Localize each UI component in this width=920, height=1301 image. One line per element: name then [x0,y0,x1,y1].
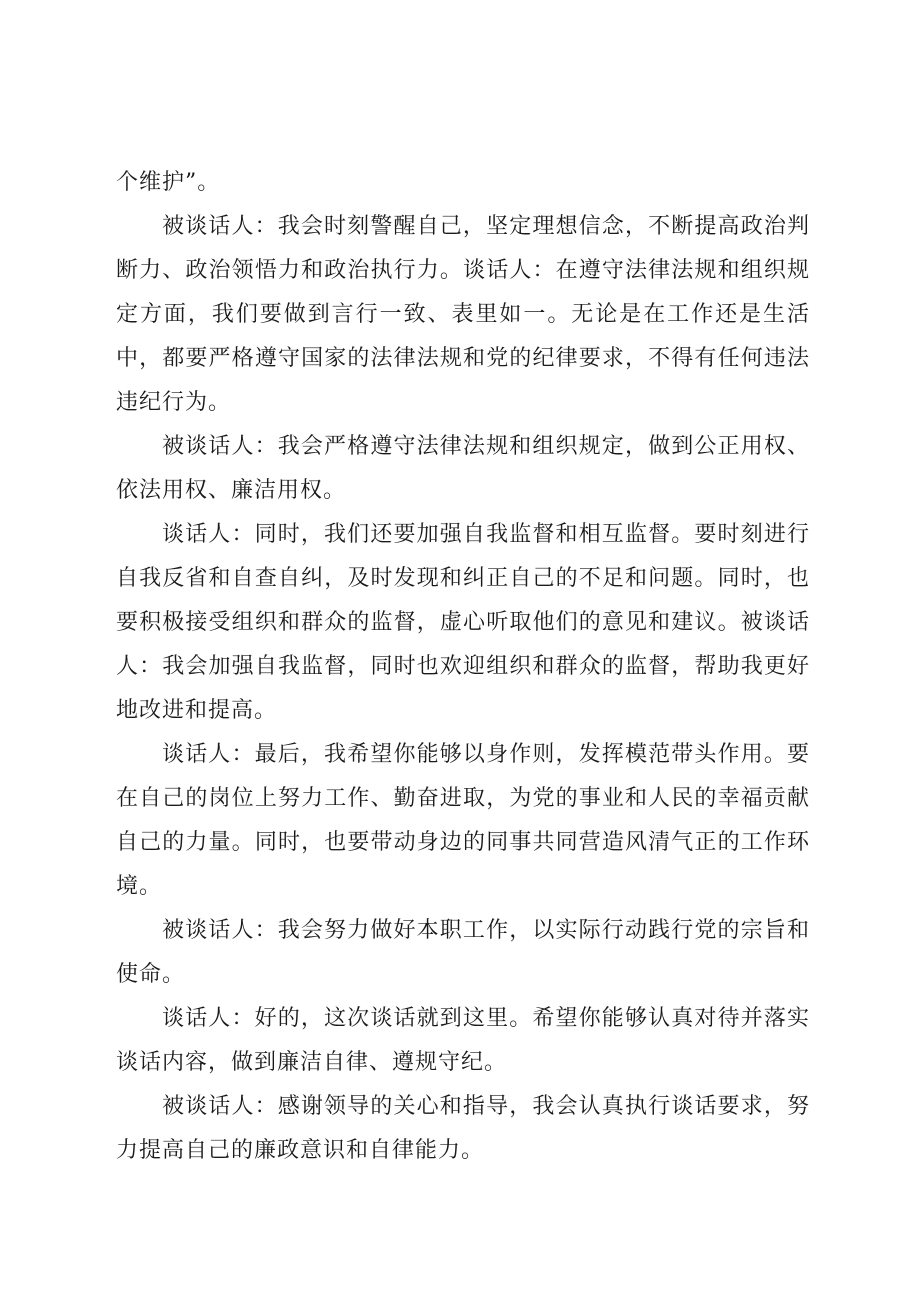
paragraph: 谈话人：最后，我希望你能够以身作则，发挥模范带头作用。要在自己的岗位上努力工作、勤奋进取，为党的事业和人民的幸福贡献自己的力量。同时，也要带动身边的同事共同营造风清气正的工作环境。 [116,742,810,899]
paragraph-continuation: 个维护”。 [116,170,221,195]
paragraph: 被谈话人：感谢领导的关心和指导，我会认真执行谈话要求，努力提高自己的廉政意识和自律能力。 [116,1094,810,1163]
document-body [116,161,810,1173]
paragraph: 被谈话人：我会努力做好本职工作，以实际行动践行党的宗旨和使命。 [116,918,810,987]
paragraph: 谈话人：同时，我们还要加强自我监督和相互监督。要时刻进行自我反省和自查自纠，及时发现和纠正自己的不足和问题。同时，也要积极接受组织和群众的监督，虚心听取他们的意见和建议。被谈话人：我会加强自我监督，同时也欢迎组织和群众的监督，帮助我更好地改进和提高。 [116,522,810,723]
paragraph: 被谈话人：我会时刻警醒自己，坚定理想信念，不断提高政治判断力、政治领悟力和政治执行力。谈话人：在遵守法律法规和组织规定方面，我们要做到言行一致、表里如一。无论是在工作还是生活中，都要严格遵守国家的法律法规和党的纪律要求，不得有任何违法违纪行为。 [116,214,810,415]
paragraph: 被谈话人：我会严格遵守法律法规和组织规定，做到公正用权、依法用权、廉洁用权。 [116,434,810,503]
paragraph: 谈话人：好的，这次谈话就到这里。希望你能够认真对待并落实谈话内容，做到廉洁自律、遵规守纪。 [116,1006,810,1075]
